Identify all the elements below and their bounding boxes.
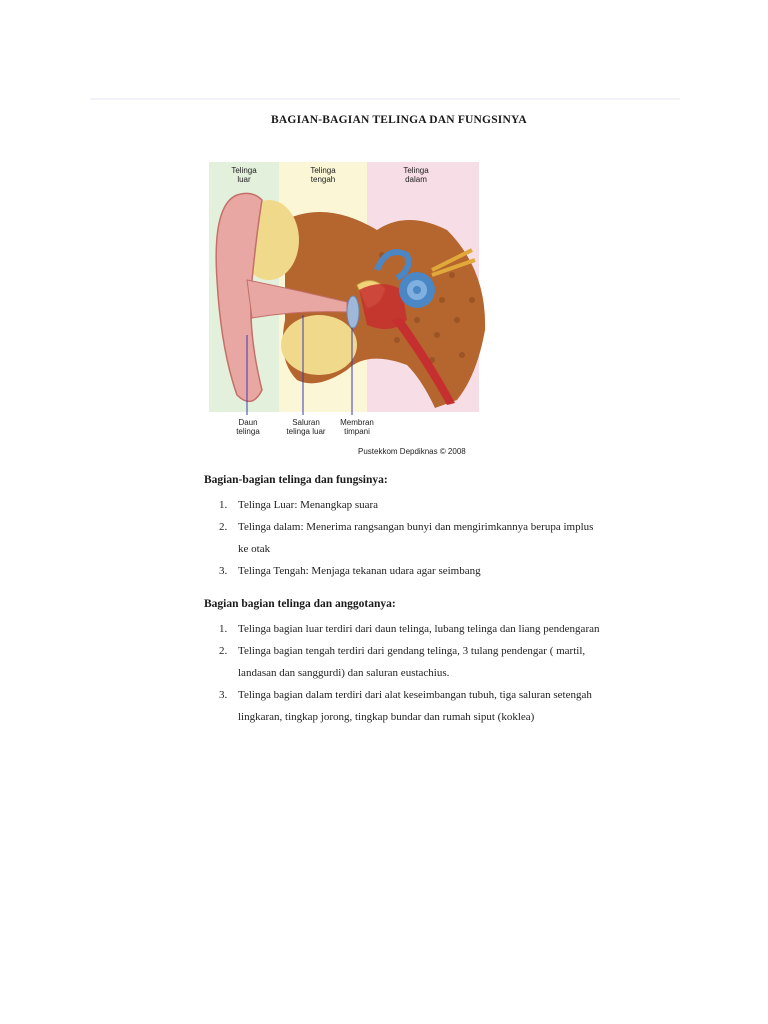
members-heading: Bagian bagian telinga dan anggotanya:: [204, 598, 396, 610]
functions-heading: Bagian-bagian telinga dan fungsinya:: [204, 474, 388, 486]
zone-label-inner: Telinga dalam: [403, 166, 429, 184]
zone-label-middle: Telinga tengah: [310, 166, 336, 184]
list-item: 2. Telinga dalam: Menerima rangsangan bunyi dan mengirimkannya berupa implus ke otak: [219, 521, 594, 555]
functions-section: [204, 474, 604, 582]
label-saluran-telinga: Saluran telinga luar: [286, 418, 326, 436]
list-item: 3. Telinga bagian dalam terdiri dari alat keseimbangan tubuh, tiga saluran setengah lingkaran, tingkap jorong, tingkap bundar dan rumah siput (koklea): [219, 689, 592, 723]
zone-label-outer: Telinga luar: [231, 166, 257, 184]
ear-anatomy-figure: [207, 160, 487, 460]
figure-credit: Pustekkom Depdiknas © 2008: [358, 447, 466, 456]
label-daun-telinga: Daun telinga: [236, 418, 260, 436]
fatty-tissue-lower: [281, 315, 357, 375]
label-membran-timpani: Membran timpani: [340, 418, 374, 436]
list-item: 3. Telinga Tengah: Menjaga tekanan udara agar seimbang: [219, 565, 481, 577]
page-title: BAGIAN-BAGIAN TELINGA DAN FUNGSINYA: [271, 114, 527, 126]
list-item: 1. Telinga bagian luar terdiri dari daun telinga, lubang telinga dan liang pendengaran: [219, 623, 600, 635]
header-divider: [90, 98, 680, 100]
eardrum: [347, 296, 359, 328]
list-item: 2. Telinga bagian tengah terdiri dari gendang telinga, 3 tulang pendengar ( martil, landasan dan sanggurdi) dan saluran eustachius.: [219, 645, 586, 679]
members-section: [204, 598, 604, 728]
list-item: 1. Telinga Luar: Menangkap suara: [219, 499, 379, 511]
